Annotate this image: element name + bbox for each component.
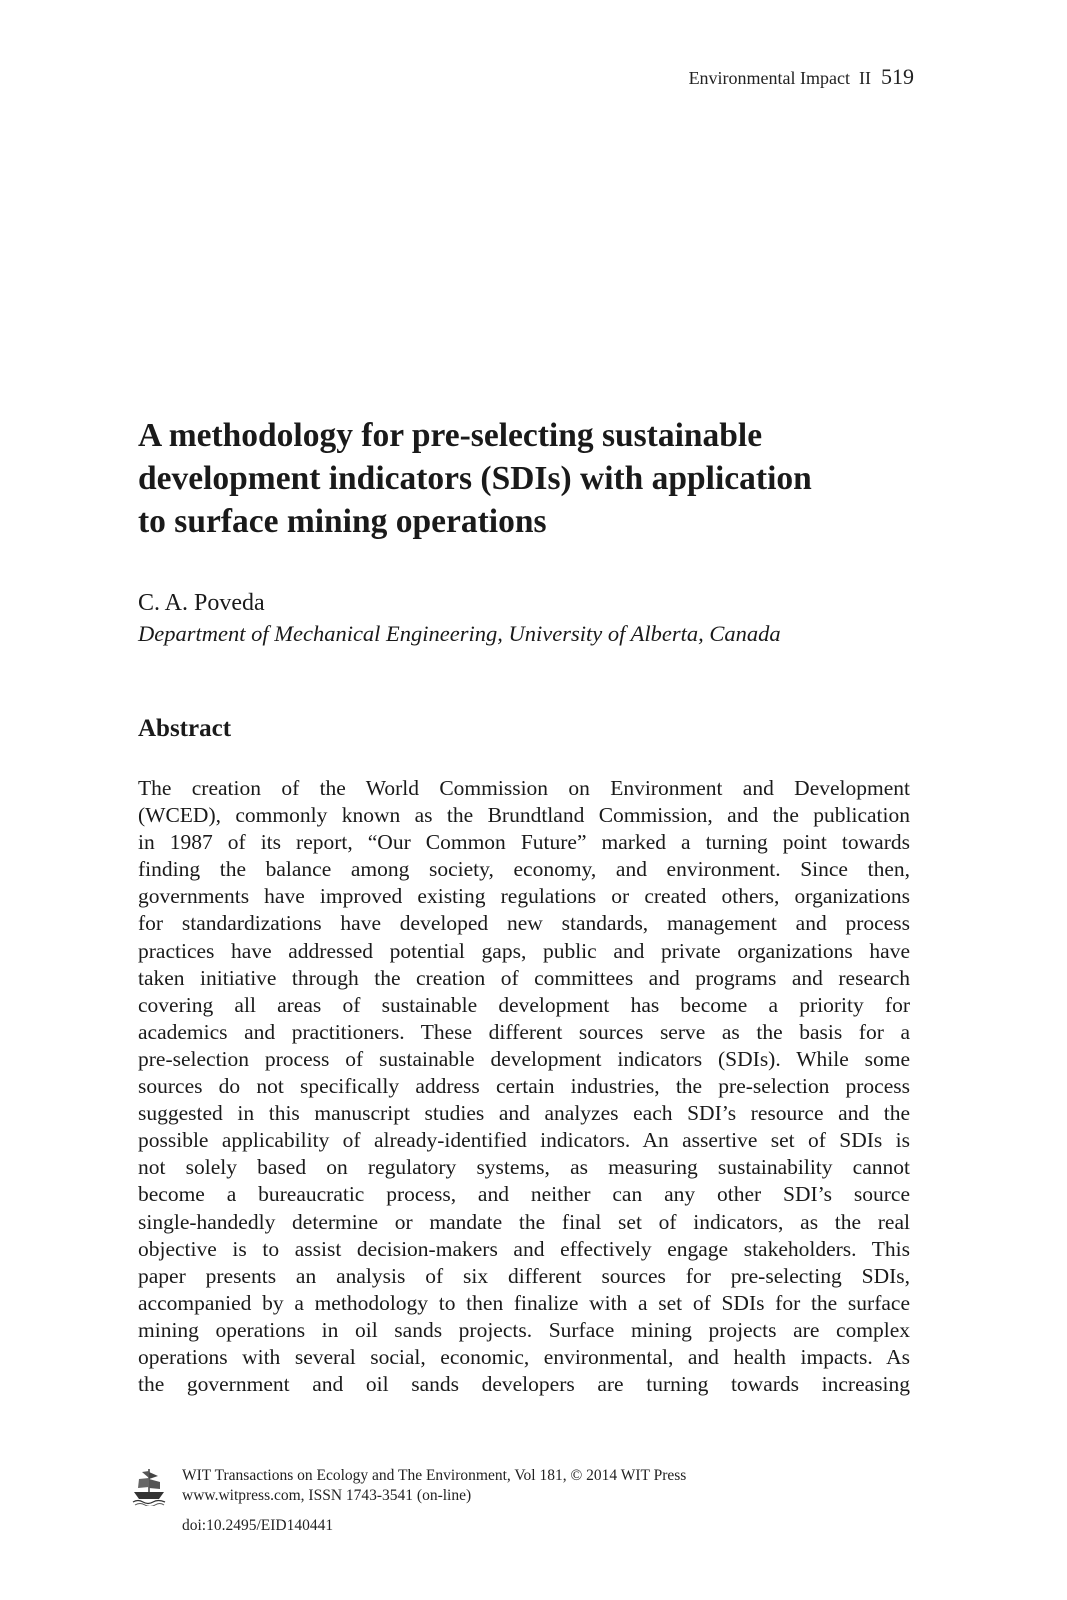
abstract-line: in 1987 of its report, “Our Common Future” marked a turning point towards: [138, 830, 910, 855]
abstract-line: the government and oil sands developers are turning towards increasing: [138, 1372, 910, 1397]
abstract-line: mining operations in oil sands projects. Surface mining projects are complex: [138, 1317, 910, 1342]
abstract-line: paper presents an analysis of six different sources for pre-selecting SDIs,: [138, 1263, 910, 1288]
author-affiliation: Department of Mechanical Engineering, University of Alberta, Canada: [138, 621, 781, 646]
abstract-line: finding the balance among society, economy, and environment. Since then,: [138, 857, 910, 882]
abstract-line: operations with several social, economic, environmental, and health impacts. As: [138, 1344, 910, 1369]
abstract-line: (WCED), commonly known as the Brundtland Commission, and the publication: [138, 803, 910, 828]
running-title: Environmental Impact II: [688, 68, 871, 88]
wit-press-ship-logo: [132, 1466, 166, 1506]
abstract-body: [138, 775, 910, 1398]
abstract-line: governments have improved existing regulations or created others, organizations: [138, 884, 910, 909]
abstract-heading: Abstract: [138, 715, 232, 742]
footer-doi: doi:10.2495/EID140441: [182, 1517, 334, 1534]
footer-journal-line: WIT Transactions on Ecology and The Environment, Vol 181, © 2014 WIT Press: [182, 1467, 687, 1484]
abstract-line: not solely based on regulatory systems, as measuring sustainability cannot: [138, 1155, 910, 1180]
abstract-line: The creation of the World Commission on Environment and Development: [138, 776, 910, 800]
title-line: development indicators (SDIs) with application: [138, 460, 812, 497]
abstract-line: objective is to assist decision-makers and effectively engage stakeholders. This: [138, 1236, 910, 1261]
footer-citation: [182, 1466, 686, 1536]
abstract-line: taken initiative through the creation of committees and programs and research: [138, 965, 910, 990]
abstract-line: practices have addressed potential gaps, public and private organizations have: [138, 938, 910, 963]
abstract-line: become a bureaucratic process, and neither can any other SDI’s source: [138, 1182, 910, 1207]
abstract-line: for standardizations have developed new standards, management and process: [138, 911, 910, 936]
page-footer: [132, 1466, 932, 1566]
author-name: C. A. Poveda: [138, 590, 265, 616]
abstract-line: pre-selection process of sustainable development indicators (SDIs). While some: [138, 1046, 910, 1071]
abstract-line: accompanied by a methodology to then finalize with a set of SDIs for the surface: [138, 1290, 910, 1315]
title-line: A methodology for pre-selecting sustainable: [138, 417, 763, 454]
page-number: 519: [881, 64, 914, 89]
abstract-line: suggested in this manuscript studies and analyzes each SDI’s resource and the: [138, 1101, 910, 1126]
abstract-line: covering all areas of sustainable development has become a priority for: [138, 992, 910, 1017]
abstract-line: single-handedly determine or mandate the final set of indicators, as the real: [138, 1209, 910, 1234]
running-header: [0, 64, 914, 91]
title-line: to surface mining operations: [138, 503, 547, 540]
abstract-line: academics and practitioners. These different sources serve as the basis for a: [138, 1019, 910, 1044]
paper-title: [138, 414, 918, 543]
footer-issn-line: www.witpress.com, ISSN 1743-3541 (on-line): [182, 1487, 472, 1504]
abstract-line: possible applicability of already-identified indicators. An assertive set of SDIs is: [138, 1128, 910, 1153]
abstract-line: sources do not specifically address certain industries, the pre-selection process: [138, 1074, 910, 1099]
